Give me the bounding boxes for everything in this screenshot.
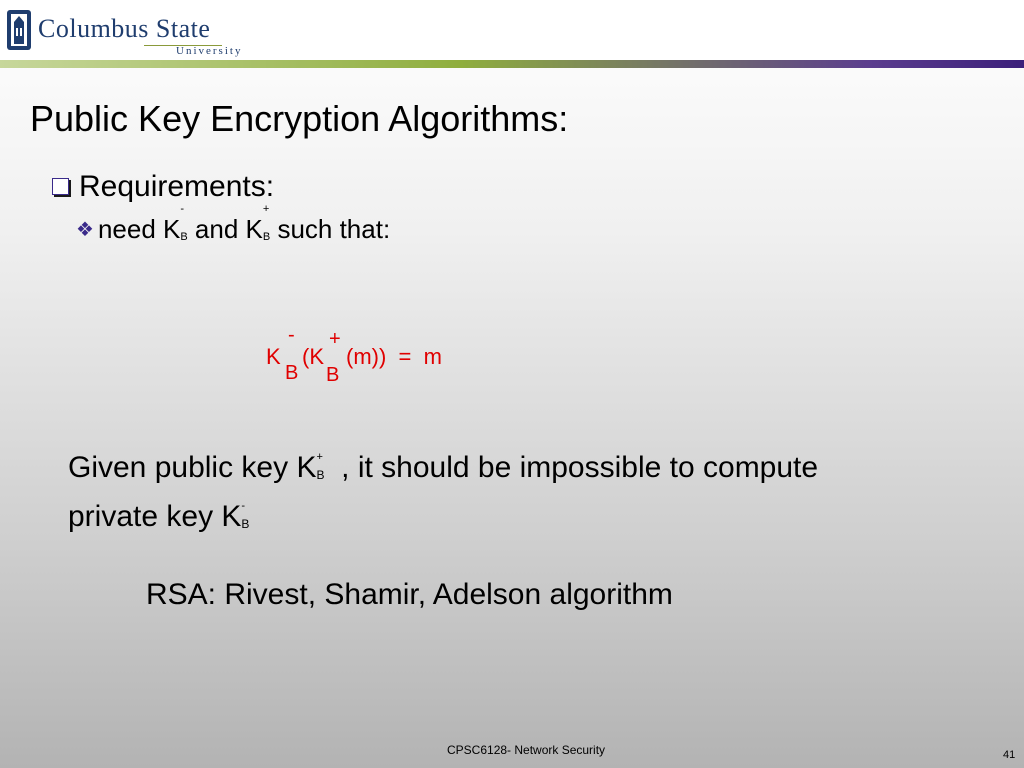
- given-statement: [68, 447, 868, 545]
- sub-b: B: [180, 231, 188, 243]
- header-color-band: [0, 60, 1024, 68]
- given-text-2: , it should be impossible to compute private key K: [68, 451, 819, 533]
- formula-sup-minus: -: [288, 324, 295, 346]
- sub-bullet-need: [76, 203, 391, 245]
- need-middle: and K: [187, 214, 263, 244]
- slide-header: [0, 0, 1024, 60]
- sup-plus: +: [262, 203, 270, 215]
- formula-rest: (m)) = m: [346, 344, 442, 369]
- decryption-formula: [266, 324, 486, 390]
- sup-plus: +: [316, 451, 323, 463]
- bullet-requirements: [50, 170, 274, 204]
- square-bullet-icon: [52, 178, 69, 195]
- logo-wordmark: Columbus State: [38, 14, 211, 43]
- formula-k: K: [266, 344, 281, 369]
- need-prefix: need K: [97, 214, 181, 244]
- need-suffix: such that:: [277, 214, 391, 244]
- given-text-1: Given public key K: [68, 451, 317, 484]
- slide-title: Public Key Encryption Algorithms:: [30, 98, 569, 139]
- key-private-notation: [180, 203, 188, 245]
- rsa-line: RSA: Rivest, Shamir, Adelson algorithm: [146, 578, 673, 611]
- key-public-notation: [316, 447, 324, 496]
- sup-minus: -: [241, 500, 246, 512]
- sub-b: B: [241, 517, 250, 531]
- page-number: 41: [1003, 749, 1016, 761]
- logo-university: University: [176, 45, 243, 57]
- formula-open-k: (K: [302, 344, 324, 369]
- university-logo: [4, 8, 254, 60]
- formula-sub-b-inner: B: [326, 364, 340, 386]
- key-public-notation: [262, 203, 271, 245]
- sub-b: B: [262, 231, 271, 243]
- diamond-bullet-icon: ❖: [76, 219, 94, 241]
- shield-icon: [4, 8, 34, 54]
- key-private-notation: [241, 496, 249, 545]
- bullet-text: Requirements:: [79, 170, 275, 203]
- sup-minus: -: [180, 203, 185, 215]
- footer-course: CPSC6128- Network Security: [447, 743, 606, 757]
- sub-b: B: [316, 468, 325, 482]
- formula-sup-plus: +: [329, 328, 341, 350]
- formula-sub-b: B: [285, 362, 299, 384]
